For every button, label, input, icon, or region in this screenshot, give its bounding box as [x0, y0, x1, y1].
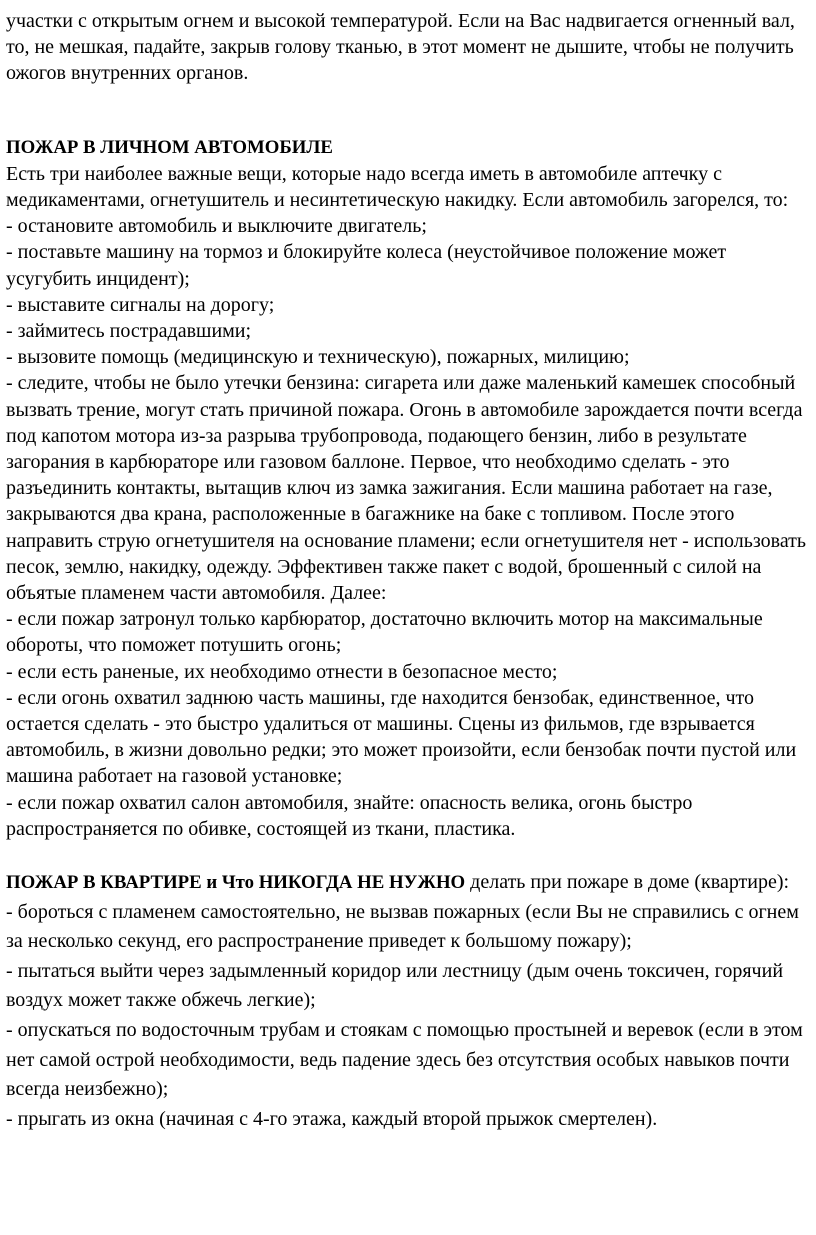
car-fire-list-item: - если пожар затронул только карбюратор, достаточно включить мотор на максимальные обороты, что поможет потушить огонь;	[6, 608, 763, 657]
flat-fire-heading	[6, 868, 810, 898]
car-fire-section	[6, 135, 810, 842]
flat-fire-list-item: - опускаться по водосточным трубам и стоякам с помощью простыней и веревок (если в этом нет самой острой необходимости, ведь падение здесь без отсутствия особых навыков почти всегда неизбежно);	[6, 1019, 803, 1101]
car-fire-list-item: - займитесь пострадавшими;	[6, 320, 252, 343]
flat-fire-title-rest: делать при пожаре в доме (квартире):	[465, 871, 790, 894]
car-fire-list-item: - выставите сигналы на дорогу;	[6, 293, 275, 316]
flat-fire-section	[6, 868, 810, 1134]
car-fire-list-item: - если огонь охватил заднюю часть машины, где находится бензобак, единственное, что остается сделать - это быстро удалиться от машины. Сцены из фильмов, где взрывается автомобиль, в жизни довольно редки; это может произойти, если бензобак почти пустой или машина работает на газовой установке;	[6, 686, 797, 788]
flat-fire-list-item: - бороться с пламенем самостоятельно, не вызвав пожарных (если Вы не справились с огнем за несколько секунд, его распространение приведет к большому пожару);	[6, 900, 799, 953]
car-fire-list-item: - остановите автомобиль и выключите двигатель;	[6, 215, 427, 238]
car-fire-list-item: - если пожар охватил салон автомобиля, знайте: опасность велика, огонь быстро распространяется по обивке, состоящей из ткани, пластика.	[6, 791, 693, 840]
car-fire-list-item: - если есть раненые, их необходимо отнести в безопасное место;	[6, 660, 558, 683]
flat-fire-title: ПОЖАР В КВАРТИРЕ и Что НИКОГДА НЕ НУЖНО	[6, 872, 466, 894]
flat-fire-list-item: - пытаться выйти через задымленный коридор или лестницу (дым очень токсичен, горячий воздух может также обжечь легкие);	[6, 959, 784, 1012]
car-fire-list-item: - поставьте машину на тормоз и блокируйте колеса (неустойчивое положение может усугубить инцидент);	[6, 241, 727, 290]
intro-block	[6, 8, 810, 87]
car-fire-list-item: - следите, чтобы не было утечки бензина: сигарета или даже маленький камешек способный вызвать трение, могут стать причиной пожара. Огонь в автомобиле зарождается почти всегда под капотом мотора из-за разрыва трубопровода, подающего бензин, либо в результате загорания в карбюраторе или газовом баллоне. Первое, что необходимо сделать - это разъединить контакты, вытащив ключ из замка зажигания. Если машина работает на газе, закрываются два крана, расположенные в багажнике на баке с топливом. После этого направить струю огнетушителя на основание пламени; если огнетушителя нет - использовать песок, землю, накидку, одежду. Эффективен также пакет с водой, брошенный с силой на объятые пламенем части автомобиля. Далее:	[6, 372, 807, 605]
car-fire-paragraph: Есть три наиболее важные вещи, которые надо всегда иметь в автомобиле аптечку с медикаментами, огнетушитель и несинтетическую накидку. Если автомобиль загорелся, то:	[6, 162, 789, 212]
car-fire-list-item: - вызовите помощь (медицинскую и техническую), пожарных, милицию;	[6, 346, 630, 369]
intro-paragraph: участки с открытым огнем и высокой температурой. Если на Вас надвигается огненный вал, то, не мешкая, падайте, закрыв голову тканью, в этот момент не дышите, чтобы не получить ожогов внутренних органов.	[6, 10, 795, 85]
car-fire-title: ПОЖАР В ЛИЧНОМ АВТОМОБИЛЕ	[6, 136, 333, 158]
flat-fire-list-item: - прыгать из окна (начиная с 4-го этажа, каждый второй прыжок смертелен).	[6, 1107, 658, 1130]
